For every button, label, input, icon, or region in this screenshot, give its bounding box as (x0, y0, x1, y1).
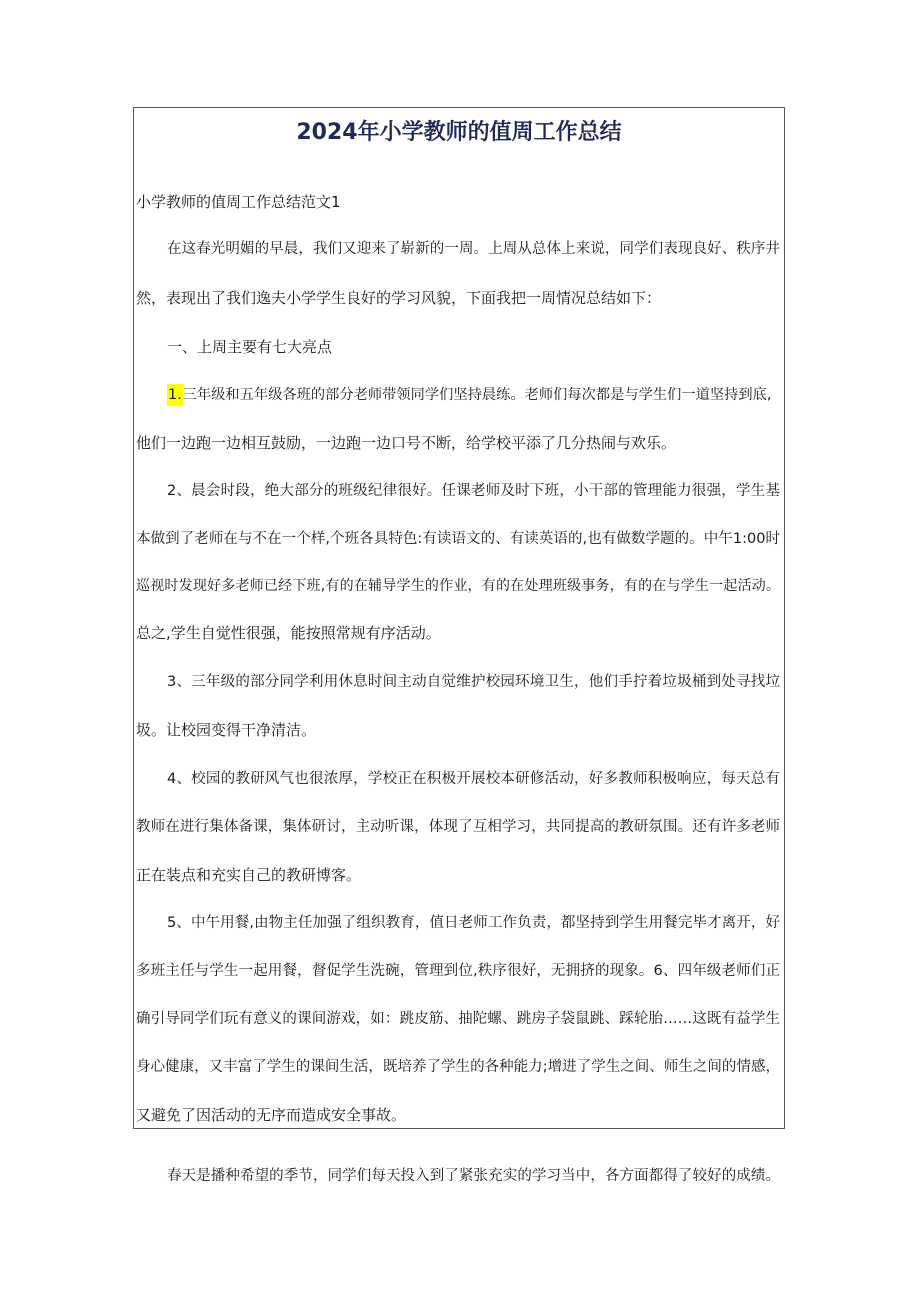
item5-line-1: 5、中午用餐,由物主任加强了组织教育，值日老师工作负责，都坚持到学生用餐完毕才离开，好 (167, 915, 780, 931)
item5-line-4: 身心健康，又丰富了学生的课间生活，既培养了学生的各种能力;增进了学生之间、师生之间的情感， (136, 1059, 780, 1075)
item1-line-1 (167, 384, 780, 406)
item2-line-3: 巡视时发现好多老师已经下班,有的在辅导学生的作业，有的在处理班级事务，有的在与学生一起活动。 (136, 578, 780, 594)
item5-line-5: 又避免了因活动的无序而造成安全事故。 (136, 1106, 407, 1124)
item4-line-2: 教师在进行集体备课，集体研讨，主动听课，体现了互相学习，共同提高的教研氛围。还有许多老师 (136, 819, 780, 835)
item2-line-2: 本做到了老师在与不在一个样,个班各具特色:有读语文的、有读英语的,也有做数学题的。中午1:00时 (136, 531, 780, 547)
intro-line-1: 在这春光明媚的早晨，我们又迎来了崭新的一周。上周从总体上来说，同学们表现良好、秩序井 (167, 241, 780, 257)
item5-line-3: 确引导同学们玩有意义的课间游戏，如：跳皮筋、抽陀螺、跳房子袋鼠跳、踩轮胎……这既有益学生 (136, 1011, 780, 1027)
intro-line-2: 然，表现出了我们逸夫小学学生良好的学习风貌，下面我把一周情况总结如下： (136, 289, 662, 307)
item2-line-1: 2、晨会时段，绝大部分的班级纪律很好。任课老师及时下班，小干部的管理能力很强，学生基 (167, 483, 780, 499)
item3-line-2: 圾。让校园变得干净清洁。 (136, 721, 317, 739)
item1-line-1-text: 三年级和五年级各班的部分老师带领同学们坚持晨练。老师们每次都是与学生们一道坚持到底, (182, 387, 772, 403)
document-title: 2024年小学教师的值周工作总结 (296, 120, 622, 145)
item1-number-highlight: 1. (167, 384, 183, 406)
section-heading: 一、上周主要有七大亮点 (167, 338, 333, 356)
item4-line-3: 正在装点和充实自己的教研博客。 (136, 866, 362, 884)
item4-line-1: 4、校园的教研风气也很浓厚，学校正在积极开展校本研修活动，好多教师积极响应，每天总有 (167, 771, 780, 787)
item3-line-1: 3、三年级的部分同学利用休息时间主动自觉维护校园环境卫生，他们手拧着垃圾桶到处寻找垃 (167, 674, 780, 690)
item5-line-2: 多班主任与学生一起用餐，督促学生洗碗，管理到位,秩序很好，无拥挤的现象。6、四年级老师们正 (136, 963, 780, 979)
item2-line-4: 总之,学生自觉性很强，能按照常规有序活动。 (136, 624, 441, 642)
item1-line-2: 他们一边跑一边相互鼓励，一边跑一边口号不断，给学校平添了几分热闹与欢乐。 (136, 434, 677, 452)
outside-paragraph-line: 春天是播种希望的季节，同学们每天投入到了紧张充实的学习当中，各方面都得了较好的成绩。 (167, 1168, 780, 1184)
subtitle: 小学教师的值周工作总结范文1 (136, 193, 341, 211)
